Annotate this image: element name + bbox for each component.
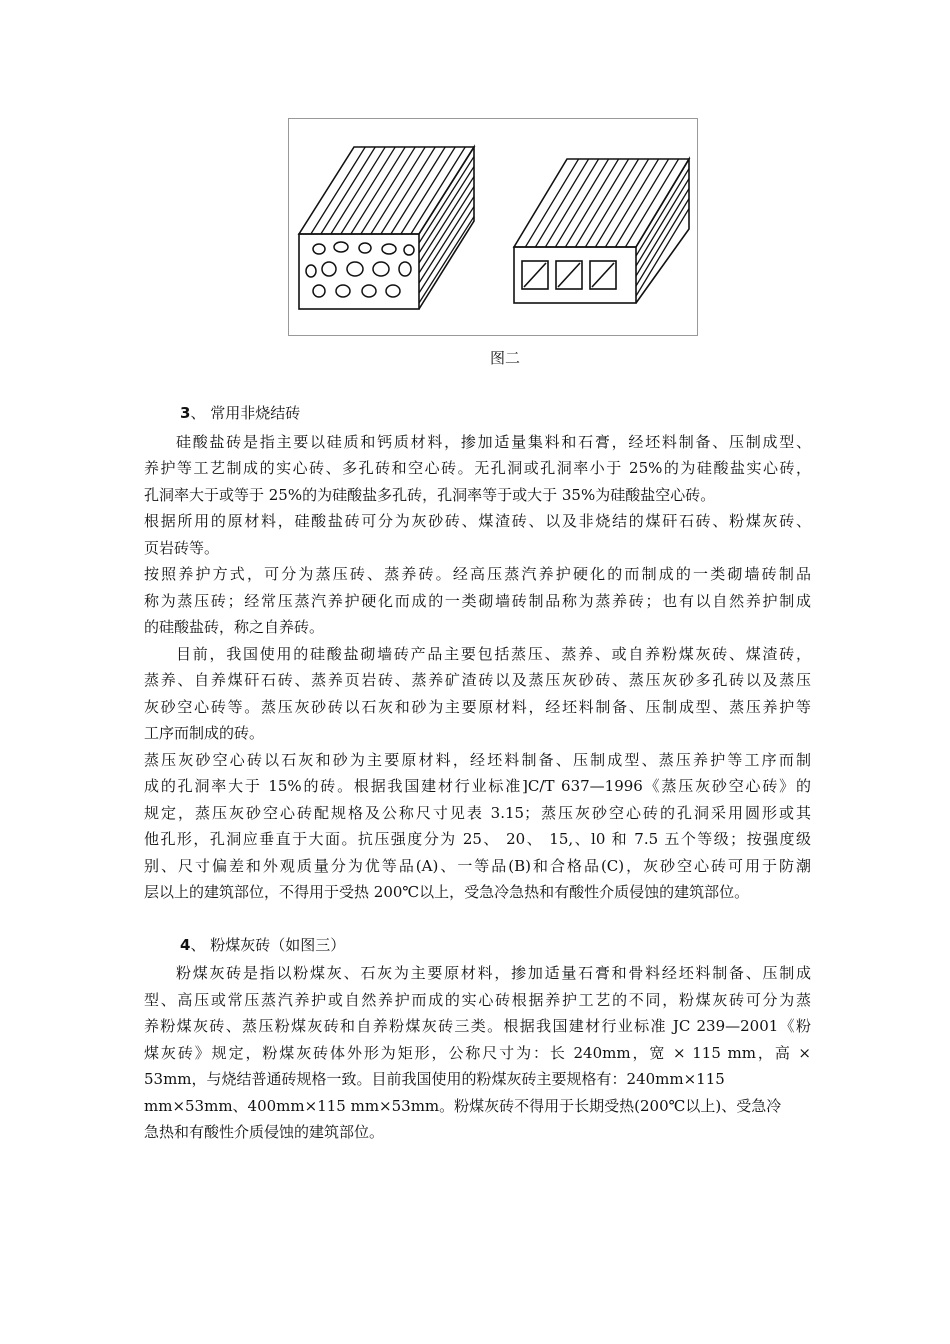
text-line: 养护等工艺制成的实心砖、多孔砖和空心砖。无孔洞或孔洞率小于 25%的为硅酸盐实心砖， — [144, 459, 811, 477]
text-line: 养粉煤灰砖、蒸压粉煤灰砖和自养粉煤灰砖三类。根据我国建材行业标准 JC 239—2001《粉 — [144, 1017, 811, 1035]
text-line: 成的孔洞率大于 15%的砖。根据我国建材行业标准]C/T 637—1996《蒸压灰砂空心砖》的 — [144, 777, 811, 795]
text-line: 别、尺寸偏差和外观质量分为优等品(A)、一等品(B)和合格品(C)，灰砂空心砖可用于防潮 — [144, 856, 811, 875]
figure-two-bricks — [288, 118, 698, 336]
section-heading-4: 4、 粉煤灰砖（如图三） — [180, 935, 346, 954]
text-line: 规定，蒸压灰砂空心砖配规格及公称尺寸见表 3.15；蒸压灰砂空心砖的孔洞采用圆形或其 — [144, 803, 811, 822]
text-line: 蒸养、自养煤矸石砖、蒸养页岩砖、蒸养矿渣砖以及蒸压灰砂砖、蒸压灰砂多孔砖以及蒸压 — [144, 671, 811, 689]
text-line: 53mm，与烧结普通砖规格一致。目前我国使用的粉煤灰砖主要规格有：240mm×115 — [144, 1070, 725, 1088]
text-line: 的硅酸盐砖，称之自养砖。 — [144, 618, 325, 636]
text-line: 孔洞率大于或等于 25%的为硅酸盐多孔砖，孔洞率等于或大于 35%为硅酸盐空心砖。 — [144, 485, 716, 504]
paragraph — [144, 641, 811, 747]
bullet-item — [144, 561, 811, 641]
text-line: mm×53mm、400mm×115 mm×53mm。粉煤灰砖不得用于长期受热(200℃以上)、受急冷 — [144, 1096, 782, 1115]
brick-illustration — [289, 119, 699, 337]
text-line: 目前，我国使用的硅酸盐砌墙砖产品主要包括蒸压、蒸养、或自养粉煤灰砖、煤渣砖， — [176, 644, 811, 663]
text-line: 页岩砖等。 — [144, 538, 220, 557]
paragraph — [144, 960, 811, 1146]
text-line: 称为蒸压砖；经常压蒸汽养护硬化而成的一类砌墙砖制品称为蒸养砖；也有以自然养护制成 — [144, 591, 811, 610]
section-heading-3: 3、 常用非烧结砖 — [180, 404, 301, 422]
paragraph — [144, 429, 811, 509]
text-line: 工序而制成的砖。 — [144, 724, 265, 742]
heading-text: 、 粉煤灰砖（如图三） — [190, 935, 346, 954]
text-line: 他孔形，孔洞应垂直于大面。抗压强度分为 25、 20、 15,、l0 和 7.5 五个等级；按强度级 — [144, 830, 811, 848]
text-line: 煤灰砖》规定，粉煤灰砖体外形为矩形，公称尺寸为：长 240mm，宽 × 115 mm，高 × — [144, 1043, 811, 1062]
document-body — [144, 400, 811, 1146]
bullet-item — [144, 747, 811, 906]
text-line: 硅酸盐砖是指主要以硅质和钙质材料，掺加适量集料和石膏，经坯料制备、压制成型、 — [176, 432, 811, 451]
heading-text: 、 常用非烧结砖 — [190, 404, 301, 422]
figure-caption: 图二 — [489, 349, 520, 367]
text-line: 灰砂空心砖等。蒸压灰砂砖以石灰和砂为主要原材料，经坯料制备、压制成型、蒸压养护等 — [144, 697, 811, 716]
text-line: 蒸压灰砂空心砖以石灰和砂为主要原材料，经坯料制备、压制成型、蒸压养护等工序而制 — [144, 747, 811, 774]
text-line: 型、高压或常压蒸汽养护或自然养护而成的实心砖根据养护工艺的不同，粉煤灰砖可分为蒸 — [144, 990, 811, 1009]
text-line: 层以上的建筑部位，不得用于受热 200℃以上，受急冷急热和有酸性介质侵蚀的建筑部位。 — [144, 883, 750, 901]
text-line: 急热和有酸性介质侵蚀的建筑部位。 — [144, 1123, 385, 1141]
perforated-brick — [299, 141, 475, 309]
hollow-brick — [514, 155, 690, 303]
text-line: 根据所用的原材料，硅酸盐砖可分为灰砂砖、煤渣砖、以及非烧结的煤矸石砖、粉煤灰砖、 — [144, 508, 811, 535]
bullet-item — [144, 508, 811, 561]
text-line: 按照养护方式，可分为蒸压砖、蒸养砖。经高压蒸汽养护硬化的而制成的一类砌墙砖制品 — [144, 561, 811, 588]
text-line: 粉煤灰砖是指以粉煤灰、石灰为主要原材料，掺加适量石膏和骨料经坯料制备、压制成 — [176, 964, 811, 982]
